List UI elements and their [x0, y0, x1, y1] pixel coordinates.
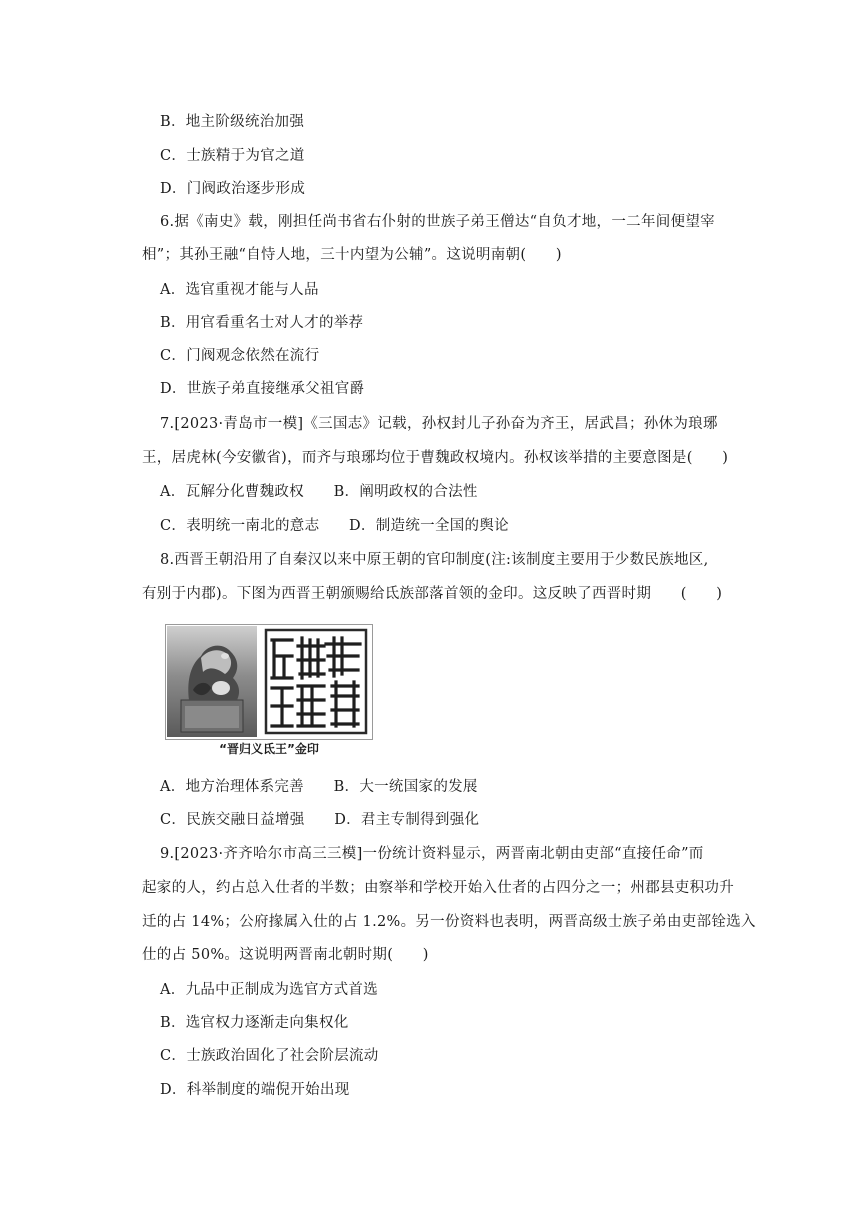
q9-stem-line1: 9.[2023·齐齐哈尔市高三三模]一份统计资料显示，两晋南北朝由吏部“直接任命”而 [160, 846, 704, 862]
seal-photo-image [167, 626, 257, 737]
gold-seal-figure [165, 624, 373, 740]
q5-option-d: D．门阀政治逐步形成 [160, 181, 306, 197]
q9-option-a: A．九品中正制成为选官方式首选 [160, 982, 378, 998]
q6-stem-line1: 6.据《南史》载，刚担任尚书省右仆射的世族子弟王僧达“自负才地，一二年间便望宰 [160, 214, 715, 230]
q6-option-a: A．选官重视才能与人品 [160, 282, 319, 298]
q9-stem-line2: 起家的人，约占总入仕者的半数；由察举和学校开始入仕者的占四分之一；州郡县吏积功升 [142, 880, 734, 896]
q7-stem-line2: 王，居虎林(今安徽省)，而齐与琅琊均位于曹魏政权境内。孙权该举措的主要意图是( ) [142, 450, 729, 466]
q8-options-cd: C．民族交融日益增强 D．君主专制得到强化 [160, 812, 480, 828]
q6-stem-line2: 相”；其孙王融“自恃人地，三十内望为公辅”。这说明南朝( ) [142, 247, 562, 263]
q8-stem-line1: 8.西晋王朝沿用了自秦汉以来中原王朝的官印制度(注:该制度主要用于少数民族地区, [160, 552, 709, 568]
seal-impression-image [262, 626, 370, 737]
q5-option-b: B．地主阶级统治加强 [160, 114, 305, 130]
q9-option-d: D．科举制度的端倪开始出现 [160, 1082, 350, 1098]
q7-options-ab: A．瓦解分化曹魏政权 B．阐明政权的合法性 [160, 484, 478, 500]
q8-stem-line2: 有别于内郡)。下图为西晋王朝颁赐给氐族部落首领的金印。这反映了西晋时期 ( ) [142, 586, 723, 602]
q5-option-c: C．士族精于为官之道 [160, 148, 305, 164]
figure-caption: “晋归义氐王”金印 [219, 742, 319, 756]
q6-option-d: D．世族子弟直接继承父祖官爵 [160, 381, 365, 397]
q9-stem-line4: 仕的占 50%。这说明两晋南北朝时期( ) [142, 947, 429, 963]
q7-options-cd: C．表明统一南北的意志 D．制造统一全国的舆论 [160, 518, 509, 534]
q9-option-c: C．士族政治固化了社会阶层流动 [160, 1048, 379, 1064]
q6-option-b: B．用官看重名士对人才的举荐 [160, 315, 364, 331]
q7-stem-line1: 7.[2023·青岛市一模]《三国志》记载，孙权封儿子孙奋为齐王，居武昌；孙休为琅琊 [160, 416, 718, 432]
q9-stem-line3: 迁的占 14%；公府掾属入仕的占 1.2%。另一份资料也表明，两晋高级士族子弟由吏部铨选入 [142, 914, 756, 930]
q8-options-ab: A．地方治理体系完善 B．大一统国家的发展 [160, 779, 478, 795]
q6-option-c: C．门阀观念依然在流行 [160, 348, 320, 364]
q9-option-b: B．选官权力逐渐走向集权化 [160, 1015, 349, 1031]
